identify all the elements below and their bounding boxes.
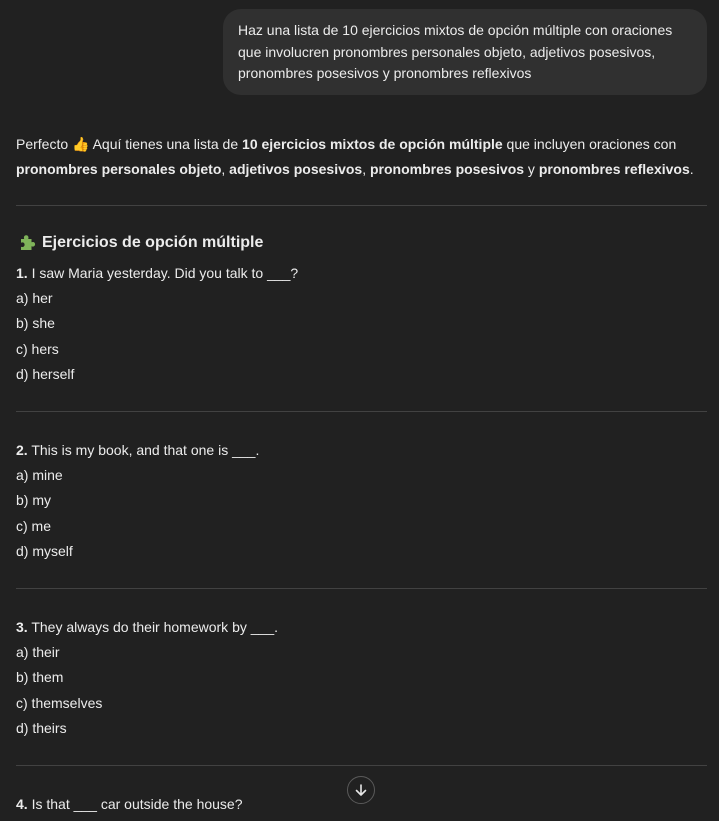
intro-bold: pronombres personales objeto	[16, 161, 222, 177]
option: c) themselves	[16, 694, 103, 711]
divider	[16, 588, 707, 589]
assistant-response	[16, 132, 708, 817]
option: d) herself	[16, 365, 75, 382]
intro-bold: pronombres reflexivos	[538, 161, 690, 177]
intro-paragraph	[16, 132, 708, 182]
section-title: Ejercicios de opción múltiple	[42, 234, 264, 251]
question-number: 2.	[16, 442, 28, 459]
puzzle-icon	[18, 234, 36, 252]
divider	[16, 765, 707, 766]
scroll-to-bottom-button[interactable]	[347, 776, 375, 804]
user-message-line: que involucren pronombres personales objeto, adjetivos posesivos,	[238, 43, 656, 60]
option: d) theirs	[16, 719, 67, 736]
question-prompt: I saw Maria yesterday. Did you talk to ___?	[27, 265, 299, 281]
intro-text: y	[524, 161, 539, 177]
question-prompt: They always do their homework by ___.	[27, 619, 278, 636]
intro-bold: pronombres posesivos	[370, 161, 525, 177]
section-heading	[18, 232, 708, 254]
option: a) their	[16, 644, 60, 661]
option: b) she	[16, 315, 55, 332]
question-number: 1.	[16, 265, 28, 281]
question-text	[16, 615, 708, 640]
option: b) my	[16, 492, 51, 509]
question-prompt: Is that ___ car outside the house?	[27, 796, 243, 813]
intro-text: ,	[362, 161, 370, 177]
intro-text: que incluyen oraciones con	[502, 136, 677, 152]
question-text	[16, 438, 708, 463]
question-number: 4.	[16, 796, 28, 813]
question-1	[16, 261, 708, 387]
divider	[16, 411, 707, 412]
user-message-bubble	[223, 9, 707, 95]
thumbs-up-icon: 👍	[72, 136, 90, 152]
intro-text: .	[689, 161, 694, 177]
option: a) her	[16, 290, 53, 307]
intro-text: Aquí tienes una lista de	[89, 136, 243, 152]
option: d) myself	[16, 542, 73, 559]
option: b) them	[16, 669, 64, 686]
question-text	[16, 261, 708, 286]
question-prompt: This is my book, and that one is ___.	[27, 442, 260, 459]
question-number: 3.	[16, 619, 28, 636]
user-message-line: pronombres posesivos y pronombres reflexivos	[238, 65, 532, 81]
intro-text: Perfecto	[16, 136, 73, 152]
option: a) mine	[16, 467, 63, 484]
arrow-down-icon	[354, 783, 368, 797]
question-3	[16, 615, 708, 741]
option: c) hers	[16, 340, 59, 357]
divider	[16, 205, 707, 206]
question-2	[16, 438, 708, 564]
intro-text: ,	[221, 161, 230, 177]
option: c) me	[16, 517, 51, 534]
intro-bold: adjetivos posesivos	[229, 161, 363, 177]
intro-bold: 10 ejercicios mixtos de opción múltiple	[242, 136, 503, 152]
user-message-line: Haz una lista de 10 ejercicios mixtos de opción múltiple con oraciones	[238, 22, 673, 38]
